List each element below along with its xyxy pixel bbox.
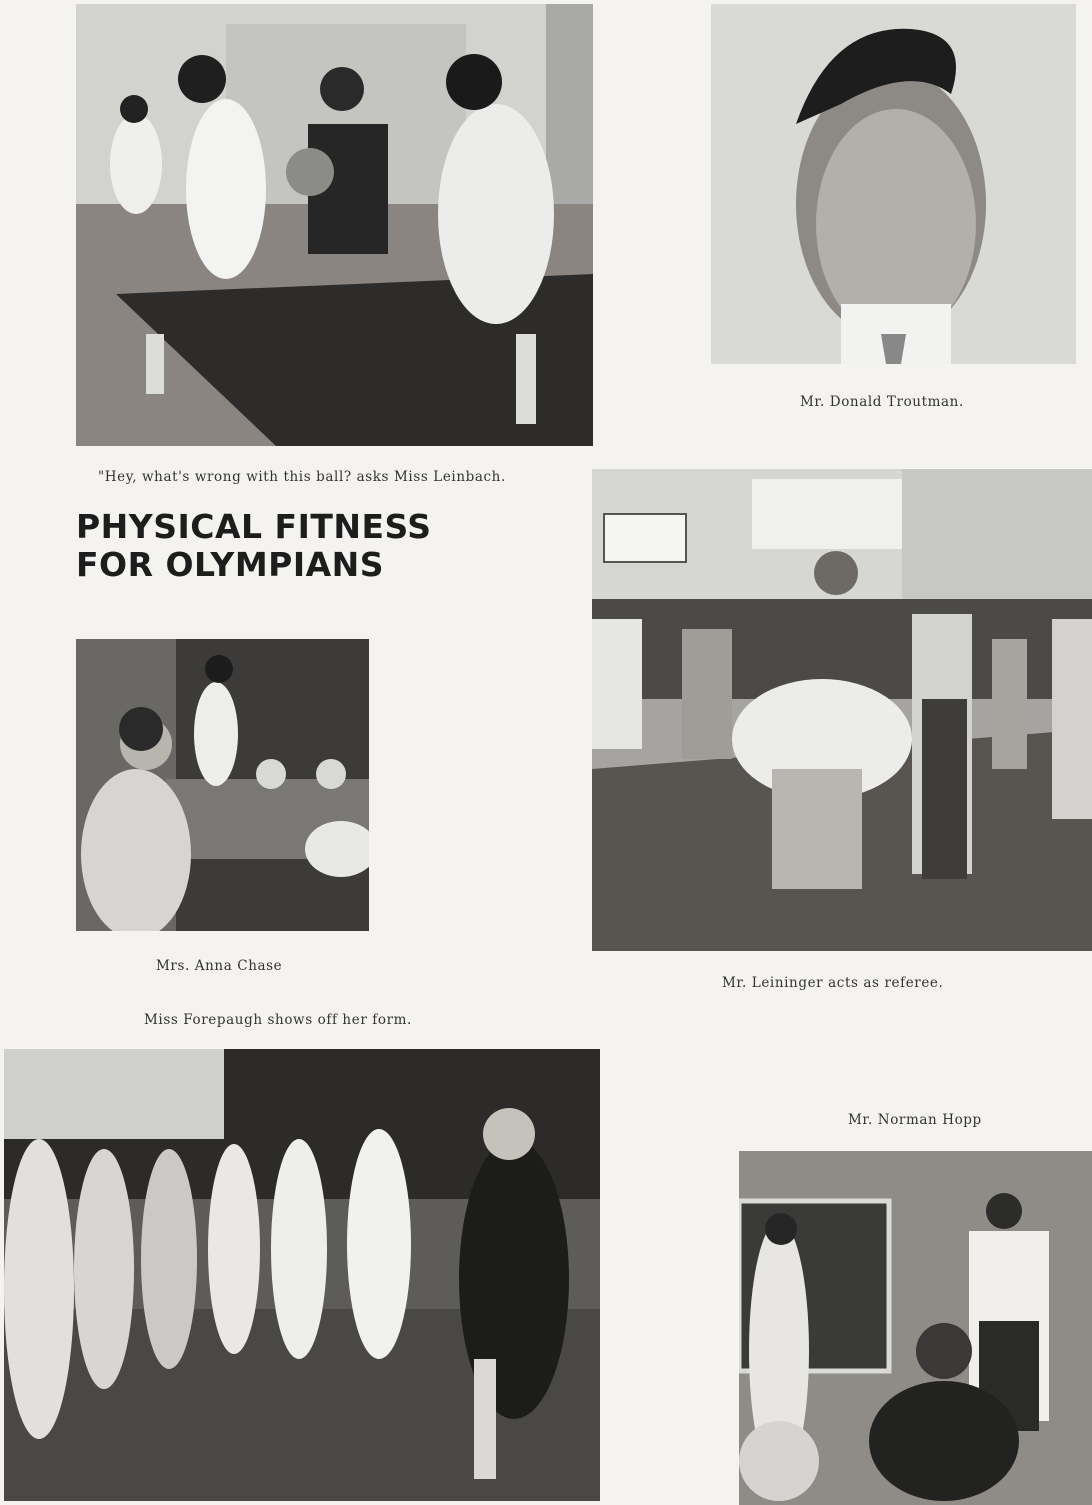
photo-anna-chase: [76, 639, 369, 931]
caption-forepaugh: Miss Forepaugh shows off her form.: [144, 1012, 412, 1028]
caption-anna-chase: Mrs. Anna Chase: [156, 958, 283, 974]
photo-boys-gym-referee: [592, 469, 1092, 951]
caption-norman-hopp: Mr. Norman Hopp: [848, 1112, 982, 1128]
photo-girls-basketball: [76, 4, 593, 446]
headline-line-1: PHYSICAL FITNESS: [76, 507, 432, 546]
photo-forepaugh-outdoors: [4, 1049, 600, 1501]
headline-line-2: FOR OLYMPIANS: [76, 545, 385, 584]
caption-donald-troutman: Mr. Donald Troutman.: [800, 394, 964, 410]
photo-donald-troutman: [711, 4, 1076, 364]
page-headline: [76, 508, 432, 584]
caption-basketball-girls: "Hey, what's wrong with this ball? asks Miss Leinbach.: [98, 469, 506, 485]
caption-leininger: Mr. Leininger acts as referee.: [722, 975, 944, 991]
photo-norman-hopp-class: [739, 1151, 1092, 1505]
